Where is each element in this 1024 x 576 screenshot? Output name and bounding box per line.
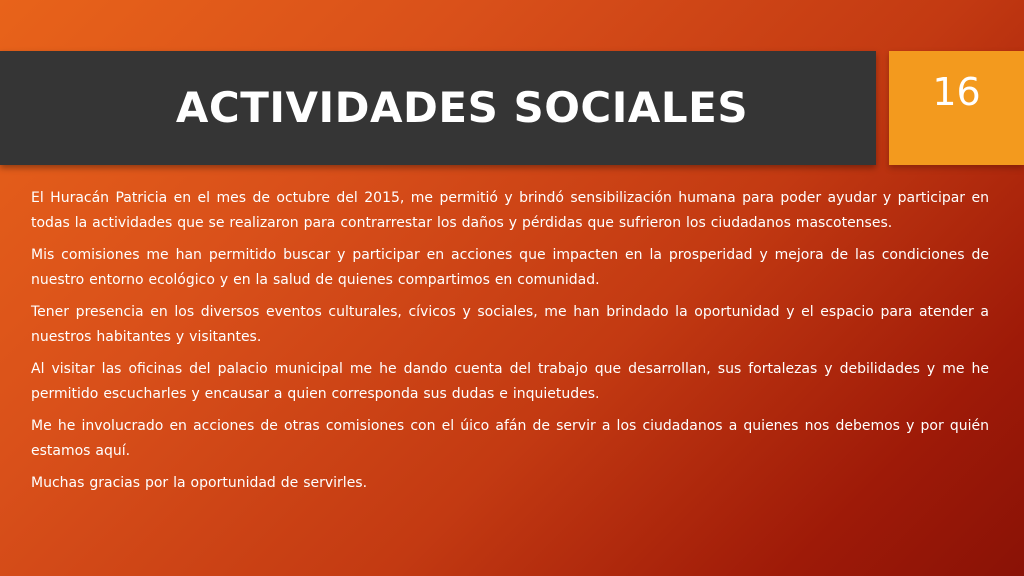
page-number: 16 xyxy=(932,70,981,114)
body-paragraph: Mis comisiones me han permitido buscar y participar en acciones que impacten en la prosperidad y mejora de las condiciones de nuestro entorno ecológico y en la salud de quienes compartimos en comunidad. xyxy=(31,247,989,288)
body-paragraph: Muchas gracias por la oportunidad de servirles. xyxy=(31,475,368,491)
body-paragraph: Tener presencia en los diversos eventos culturales, cívicos y sociales, me han brindado la oportunidad y el espacio para atender a nuestros habitantes y visitantes. xyxy=(31,304,989,345)
title-bar xyxy=(0,51,876,165)
body-paragraph: Al visitar las oficinas del palacio municipal me he dando cuenta del trabajo que desarrollan, sus fortalezas y debilidades y me he permitido escucharles y encausar a quien corresponda sus dudas e inquietudes. xyxy=(31,361,989,402)
body-paragraph: El Huracán Patricia en el mes de octubre del 2015, me permitió y brindó sensibilización humana para poder ayudar y participar en todas la actividades que se realizaron para contrarrestar los daños y pérdidas que sufrieron los ciudadanos mascotenses. xyxy=(31,190,989,231)
slide-body xyxy=(31,186,989,503)
body-paragraph: Me he involucrado en acciones de otras comisiones con el úico afán de servir a los ciudadanos a quienes nos debemos y por quién estamos aquí. xyxy=(31,418,989,459)
page-number-box xyxy=(889,51,1024,165)
slide-title: ACTIVIDADES SOCIALES xyxy=(175,83,749,132)
